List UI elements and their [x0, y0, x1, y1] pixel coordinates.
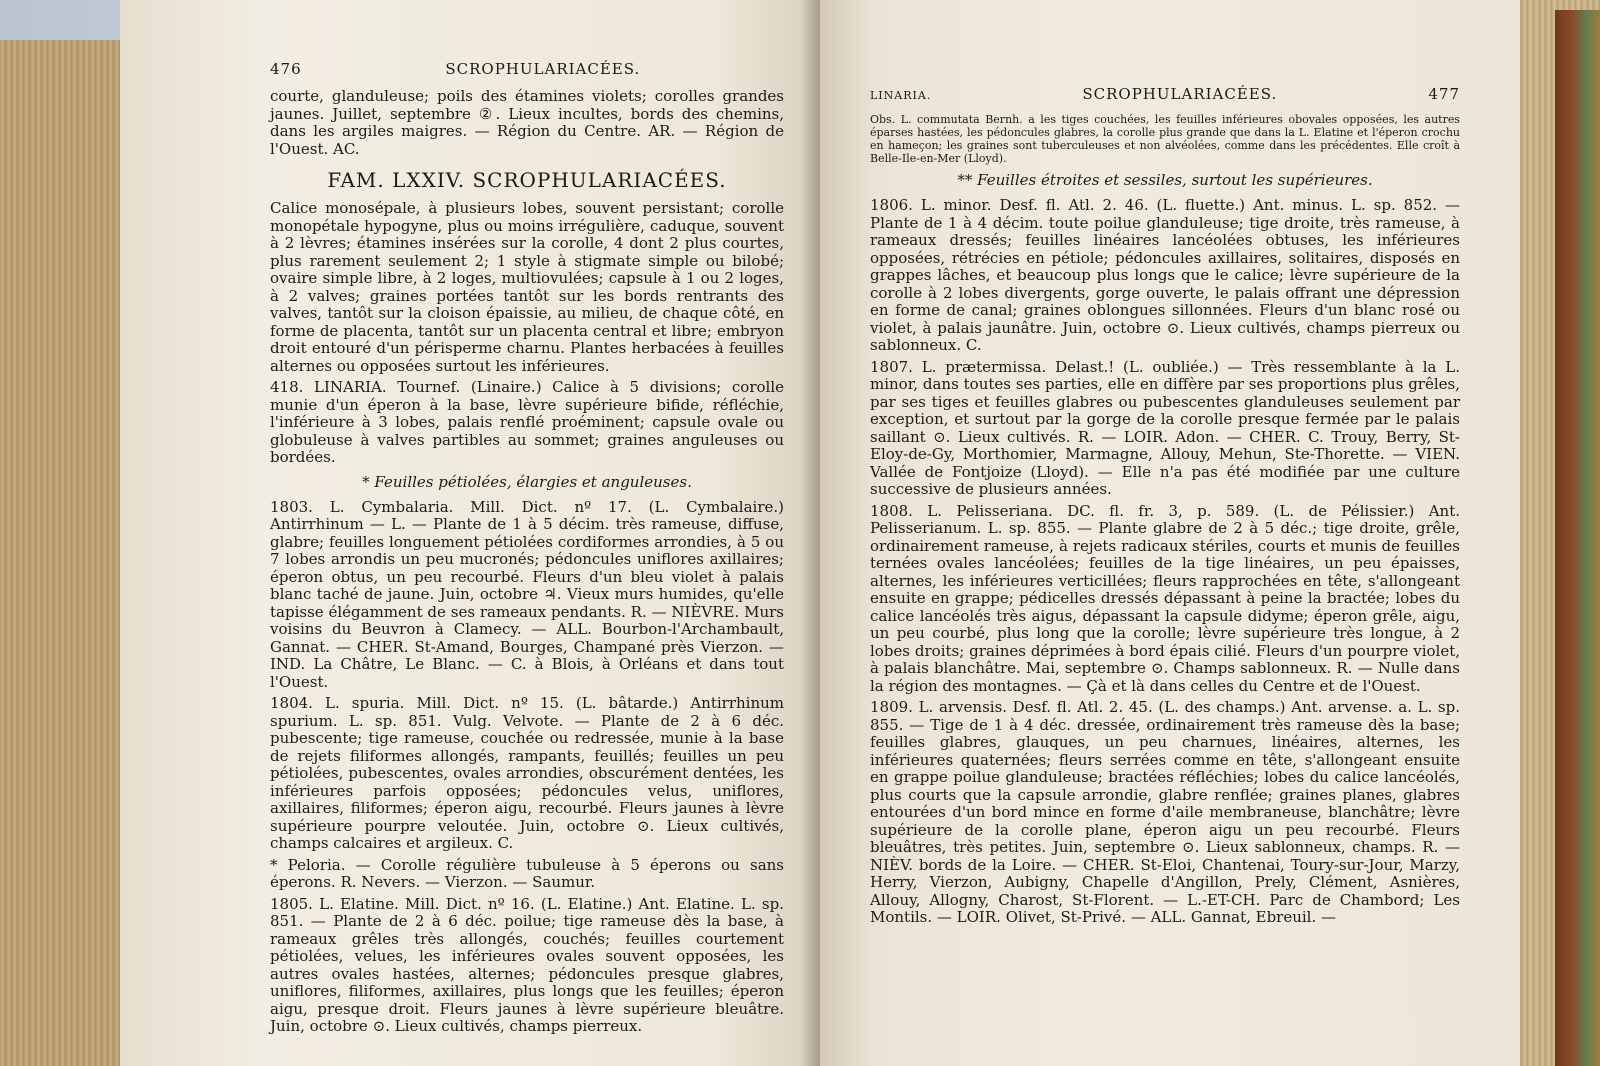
page-number-left: 476 [270, 60, 302, 78]
peloria-note: * Peloria. — Corolle régulière tubuleuse à 5 éperons ou sans éperons. R. Nevers. — Vierzon. — Saumur. [270, 855, 784, 891]
family-heading: FAM. LXXIV. SCROPHULARIACÉES. [327, 168, 727, 192]
obs-note: Obs. L. commutata Bernh. a les tiges couchées, les feuilles inférieures obovales opposées, les autres éparses hastées, les pédoncules glabres, la corolle plus grande que dans la L. Elatine et l'éperon crochu en hameçon; les graines sont tuberculeuses et non alvéolées, comme dans les précédentes. Elle croît à Belle-Ile-en-Mer (Lloyd). [870, 113, 1460, 165]
genus-description: 418. LINARIA. Tournef. (Linaire.) Calice à 5 divisions; corolle munie d'un éperon à la base, lèvre supérieure bifide, réfléchie, l'inférieure à 3 lobes, palais renflé proéminent; capsule ovale ou globuleuse à valves partibles au sommet; graines anguleuses ou bordées. [270, 378, 784, 466]
page-number-right: 477 [1428, 85, 1460, 103]
left-page [120, 0, 820, 1066]
entry-1804: 1804. L. spuria. Mill. Dict. nº 15. (L. bâtarde.) Antirrhinum spurium. L. sp. 851. Vulg. Velvote. — Plante de 2 à 6 déc. pubescente; tige rameuse, couchée ou redressée, munie à la base de rejets filiformes allongés, rampants, feuillés; feuilles un peu pétiolées, pubescentes, ovales arrondies, obscurément dentées, les inférieures parfois opposées; pédoncules velus, uniflores, axillaires, filiformes; éperon aigu, recourbé. Fleurs jaunes à lèvre supérieure pourpre veloutée. Juin, octobre ⊙. Lieux cultivés, champs calcaires et argileux. C. [270, 694, 784, 852]
entry-1807: 1807. L. prætermissa. Delast.! (L. oubliée.) — Très ressemblante à la L. minor, dans toutes ses parties, elle en diffère par ses proportions plus grêles, par ses tiges et feuilles glabres ou pubescentes glanduleuses seulement par exception, et surtout par la gorge de la corolle presque fermée par le palais saillant ⊙. Lieux cultivés. R. — LOIR. Adon. — CHER. C. Trouy, Berry, St-Eloy-de-Gy, Morthomier, Marmagne, Allouy, Mehun, Ste-Thorette. — VIEN. Vallée de Fontjoize (Lloyd). — Elle n'a pas été modifiée par une culture successive de plusieurs années. [870, 357, 1460, 498]
entry-1806: 1806. L. minor. Desf. fl. Atl. 2. 46. (L. fluette.) Ant. minus. L. sp. 852. — Plante de 1 à 4 décim. toute poilue glanduleuse; tige droite, très rameuse, à rameaux dressés; feuilles linéaires lancéolées obtuses, les inférieures opposées, rétrécies en pétiole; pédoncules axillaires, solitaires, disposés en grappes lâches, et beaucoup plus longs que le calice; lèvre supérieure de la corolle à 2 lobes divergents, gorge ouverte, le palais offrant une dépression en forme de canal; graines oblongues sillonnées. Fleurs d'un blanc rosé ou violet, à palais jaunâtre. Juin, octobre ⊙. Lieux cultivés, champs pierreux ou sablonneux. C. [870, 196, 1460, 354]
right-page [820, 0, 1520, 1066]
running-head-left [270, 60, 784, 78]
entry-1805: 1805. L. Elatine. Mill. Dict. nº 16. (L. Elatine.) Ant. Elatine. L. sp. 851. — Plante de 2 à 6 déc. poilue; tige rameuse dès la base, à rameaux grêles très allongés, couchés; feuilles courtement pétiolées, velues, les inférieures ovales souvent opposées, les autres ovales hastées, alternes; pédoncules presque glabres, uniflores, filiformes, axillaires, plus longs que les feuilles; éperon aigu, presque droit. Fleurs jaunes à lèvre supérieure bleuâtre. Juin, octobre ⊙. Lieux cultivés, champs pierreux. [270, 894, 784, 1035]
marbled-cover [1555, 10, 1600, 1066]
section-heading-left: * Feuilles pétiolées, élargies et anguleuses. [362, 472, 692, 491]
intro-paragraph: courte, glanduleuse; poils des étamines violets; corolles grandes jaunes. Juillet, septembre ②. Lieux incultes, bords des chemins, dans les argiles maigres. — Région du Centre. AR. — Région de l'Ouest. AC. [270, 87, 784, 158]
family-description: Calice monosépale, à plusieurs lobes, souvent persistant; corolle monopétale hypogyne, plus ou moins irrégulière, caduque, souvent à 2 lèvres; étamines insérées sur la corolle, 4 dont 2 plus courtes, plus rarement seulement 2; 1 style à stigmate simple ou bilobé; ovaire simple libre, à 2 loges, multiovulées; capsule à 1 ou 2 loges, à 2 valves; graines portées tantôt sur les bords rentrants des valves, tantôt sur la cloison épaissie, au milieu, de chaque côté, en forme de placenta, tantôt sur un placenta central et libre; embryon droit entouré d'un périsperme charnu. Plantes herbacées à feuilles alternes ou opposées surtout les inférieures. [270, 199, 784, 375]
entry-1808: 1808. L. Pelisseriana. DC. fl. fr. 3, p. 589. (L. de Pélissier.) Ant. Pelisserianum. L. sp. 855. — Plante glabre de 2 à 5 déc.; tige droite, grêle, ordinairement rameuse, à rejets radicaux stériles, courts et munis de feuilles ternées ovales lancéolées; feuilles de la tige linéaires, un peu épaisses, alternes, les inférieures verticillées; fleurs rapprochées en tête, s'allongeant ensuite en grappe; pédicelles dressés dépassant à peine la bractée; lobes du calice lancéolés très aigus, dépassant la capsule didyme; éperon grêle, aigu, un peu courbé, plus long que la corolle; lèvre supérieure très longue, à 2 lobes droits; graines déprimées à bord épais cilié. Fleurs d'un pourpre violet, à palais blanchâtre. Mai, septembre ⊙. Champs sablonneux. R. — Nulle dans la région des montagnes. — Çà et là dans celles du Centre et de l'Ouest. [870, 501, 1460, 695]
entry-1809: 1809. L. arvensis. Desf. fl. Atl. 2. 45. (L. des champs.) Ant. arvense. a. L. sp. 855. — Tige de 1 à 4 déc. dressée, ordinairement très rameuse dès la base; feuilles glabres, glauques, un peu charnues, linéaires, alternes, les inférieures quaternées; fleurs serrées comme en tête, s'allongeant ensuite en grappe poilue glanduleuse; bractées réfléchies; lobes du calice lancéolés, plus courts que la capsule arrondie, glabre renflée; graines planes, glabres entourées d'un bord mince en forme d'aile membraneuse, blanchâtre; lèvre supérieure de la corolle plane, éperon aigu un peu recourbé. Fleurs bleuâtres, très petites. Juin, septembre ⊙. Lieux sablonneux, champs. R. — NIÈV. bords de la Loire. — CHER. St-Eloi, Chantenai, Toury-sur-Jour, Marzy, Herry, Vierzon, Aubigny, Chapelle d'Angillon, Prely, Clément, Asnières, Allouy, Allogny, Charost, St-Florent. — L.-ET-CH. Parc de Chambord; Les Montils. — LOIR. Olivet, St-Privé. — ALL. Gannat, Ebreuil. — [870, 698, 1460, 926]
entry-1803: 1803. L. Cymbalaria. Mill. Dict. nº 17. (L. Cymbalaire.) Antirrhinum — L. — Plante de 1 à 5 décim. très rameuse, diffuse, glabre; feuilles longuement pétiolées cordiformes arrondies, à 5 ou 7 lobes arrondis un peu mucronés; pédoncules uniflores axillaires; éperon obtus, un peu recourbé. Fleurs d'un bleu violet à palais blanc taché de jaune. Juin, octobre ♃. Vieux murs humides, qu'elle tapisse élégamment de ses rameaux pendants. R. — NIÈVRE. Murs voisins du Beuvron à Clamecy. — ALL. Bourbon-l'Archambault, Gannat. — CHER. St-Amand, Bourges, Champané près Vierzon. — IND. La Châtre, Le Blanc. — C. à Blois, à Orléans et dans tout l'Ouest. [270, 497, 784, 691]
running-title-right: SCROPHULARIACÉES. [1082, 85, 1278, 103]
section-heading-right: ** Feuilles étroites et sessiles, surtout les supérieures. [957, 171, 1373, 189]
genus-tag: LINARIA. [870, 89, 932, 102]
running-title-left: SCROPHULARIACÉES. [445, 60, 641, 78]
running-head-right [870, 85, 1460, 103]
